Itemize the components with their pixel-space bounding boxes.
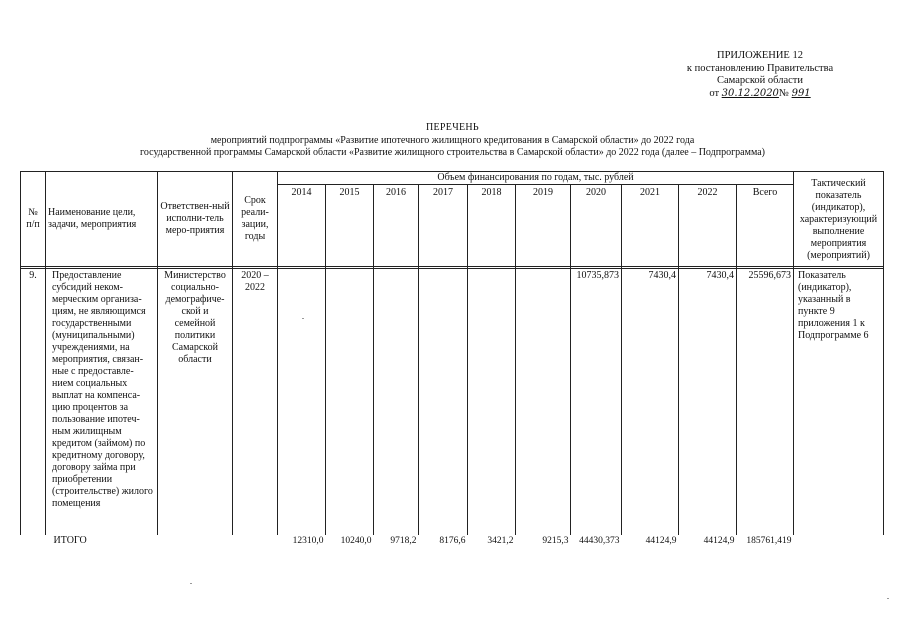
header-term: Срок реали-зации, годы bbox=[233, 172, 278, 267]
title-heading: ПЕРЕЧЕНЬ bbox=[426, 122, 479, 133]
appendix-line-3: Самарской области bbox=[717, 75, 803, 86]
appendix-title: ПРИЛОЖЕНИЕ 12 bbox=[717, 50, 803, 61]
total-empty bbox=[21, 535, 46, 555]
total-row bbox=[21, 535, 884, 555]
handwritten-number: 991 bbox=[791, 87, 811, 99]
row-total: 25596,673 bbox=[737, 267, 794, 535]
appendix-date-line bbox=[660, 88, 860, 101]
appendix-line-2: к постановлению Правительства bbox=[686, 62, 834, 74]
row-indicator: Показатель (индикатор), указанный в пункте 9 приложения 1 к Подпрограмме 6 bbox=[794, 267, 884, 535]
total-empty bbox=[794, 535, 884, 555]
scan-speck bbox=[190, 583, 192, 584]
total-value: 44124,9 bbox=[645, 535, 677, 546]
year-header: 2020 bbox=[571, 185, 622, 267]
header-responsible: Ответствен-ный исполни-тель меро-приятия bbox=[158, 172, 233, 267]
row-value: 7430,4 bbox=[679, 267, 737, 535]
total-value: 10240,0 bbox=[340, 535, 372, 546]
number-sign: № bbox=[778, 87, 789, 99]
scan-speck bbox=[887, 598, 889, 599]
header-name: Наименование цели, задачи, мероприятия bbox=[46, 172, 158, 267]
total-value: 9718,2 bbox=[390, 535, 417, 546]
total-value: 3421,2 bbox=[487, 535, 514, 546]
row-value bbox=[516, 267, 571, 535]
row-value bbox=[374, 267, 419, 535]
scan-speck bbox=[302, 318, 304, 319]
row-name: Предоставление субсидий неком-мерческим организа-циям, не являющимся государственными (муниципальными) учреждениями, на мероприятия, связан-ные с предоставле-нием социальных выплат на компенса-цию процентов за пользование ипотеч-ным жилищным кредитом (займом) по кредитному договору, договору займа при приобретении (строительстве) жилого помещения bbox=[46, 267, 158, 535]
year-header: 2015 bbox=[326, 185, 374, 267]
total-empty bbox=[233, 535, 278, 555]
row-value bbox=[468, 267, 516, 535]
year-header: 2018 bbox=[468, 185, 516, 267]
document-title bbox=[0, 122, 905, 160]
table-row bbox=[21, 267, 884, 535]
total-empty bbox=[158, 535, 233, 555]
year-header: 2019 bbox=[516, 185, 571, 267]
total-value: 12310,0 bbox=[292, 535, 324, 546]
year-header: 2016 bbox=[374, 185, 419, 267]
row-term: 2020 – 2022 bbox=[233, 267, 278, 535]
appendix-block bbox=[660, 50, 860, 100]
title-line-2: мероприятий подпрограммы «Развитие ипотечного жилищного кредитования в Самарской области» до 2022 года bbox=[210, 134, 695, 146]
total-label: ИТОГО bbox=[53, 534, 87, 546]
total-value: 44124,9 bbox=[703, 535, 735, 546]
date-prefix: от bbox=[709, 87, 720, 99]
year-header: 2022 bbox=[679, 185, 737, 267]
header-num: № п/п bbox=[21, 172, 46, 267]
total-header: Всего bbox=[737, 185, 794, 267]
row-value: 10735,873 bbox=[571, 267, 622, 535]
header-funding: Объем финансирования по годам, тыс. рублей bbox=[278, 172, 794, 185]
total-value: 9215,3 bbox=[542, 535, 569, 546]
row-value bbox=[278, 267, 326, 535]
title-line-3: государственной программы Самарской области «Развитие жилищного строительства в Самарской области» до 2022 года (далее – Подпрограмма) bbox=[140, 147, 765, 158]
row-value bbox=[326, 267, 374, 535]
row-num: 9. bbox=[21, 267, 46, 535]
year-header: 2021 bbox=[622, 185, 679, 267]
row-responsible: Министерство социально-демографиче-ской и семейной политики Самарской области bbox=[158, 267, 233, 535]
header-indicator: Тактический показатель (индикатор), характеризующий выполнение мероприятия (мероприятий) bbox=[794, 172, 884, 267]
row-separator-line bbox=[20, 268, 883, 269]
total-value: 44430,373 bbox=[579, 535, 620, 546]
row-value: 7430,4 bbox=[622, 267, 679, 535]
year-header: 2014 bbox=[278, 185, 326, 267]
handwritten-date: 30.12.2020 bbox=[721, 87, 779, 99]
measures-table bbox=[20, 171, 884, 555]
total-value: 8176,6 bbox=[439, 535, 466, 546]
row-value bbox=[419, 267, 468, 535]
year-header: 2017 bbox=[419, 185, 468, 267]
grand-total: 185761,419 bbox=[746, 535, 792, 546]
